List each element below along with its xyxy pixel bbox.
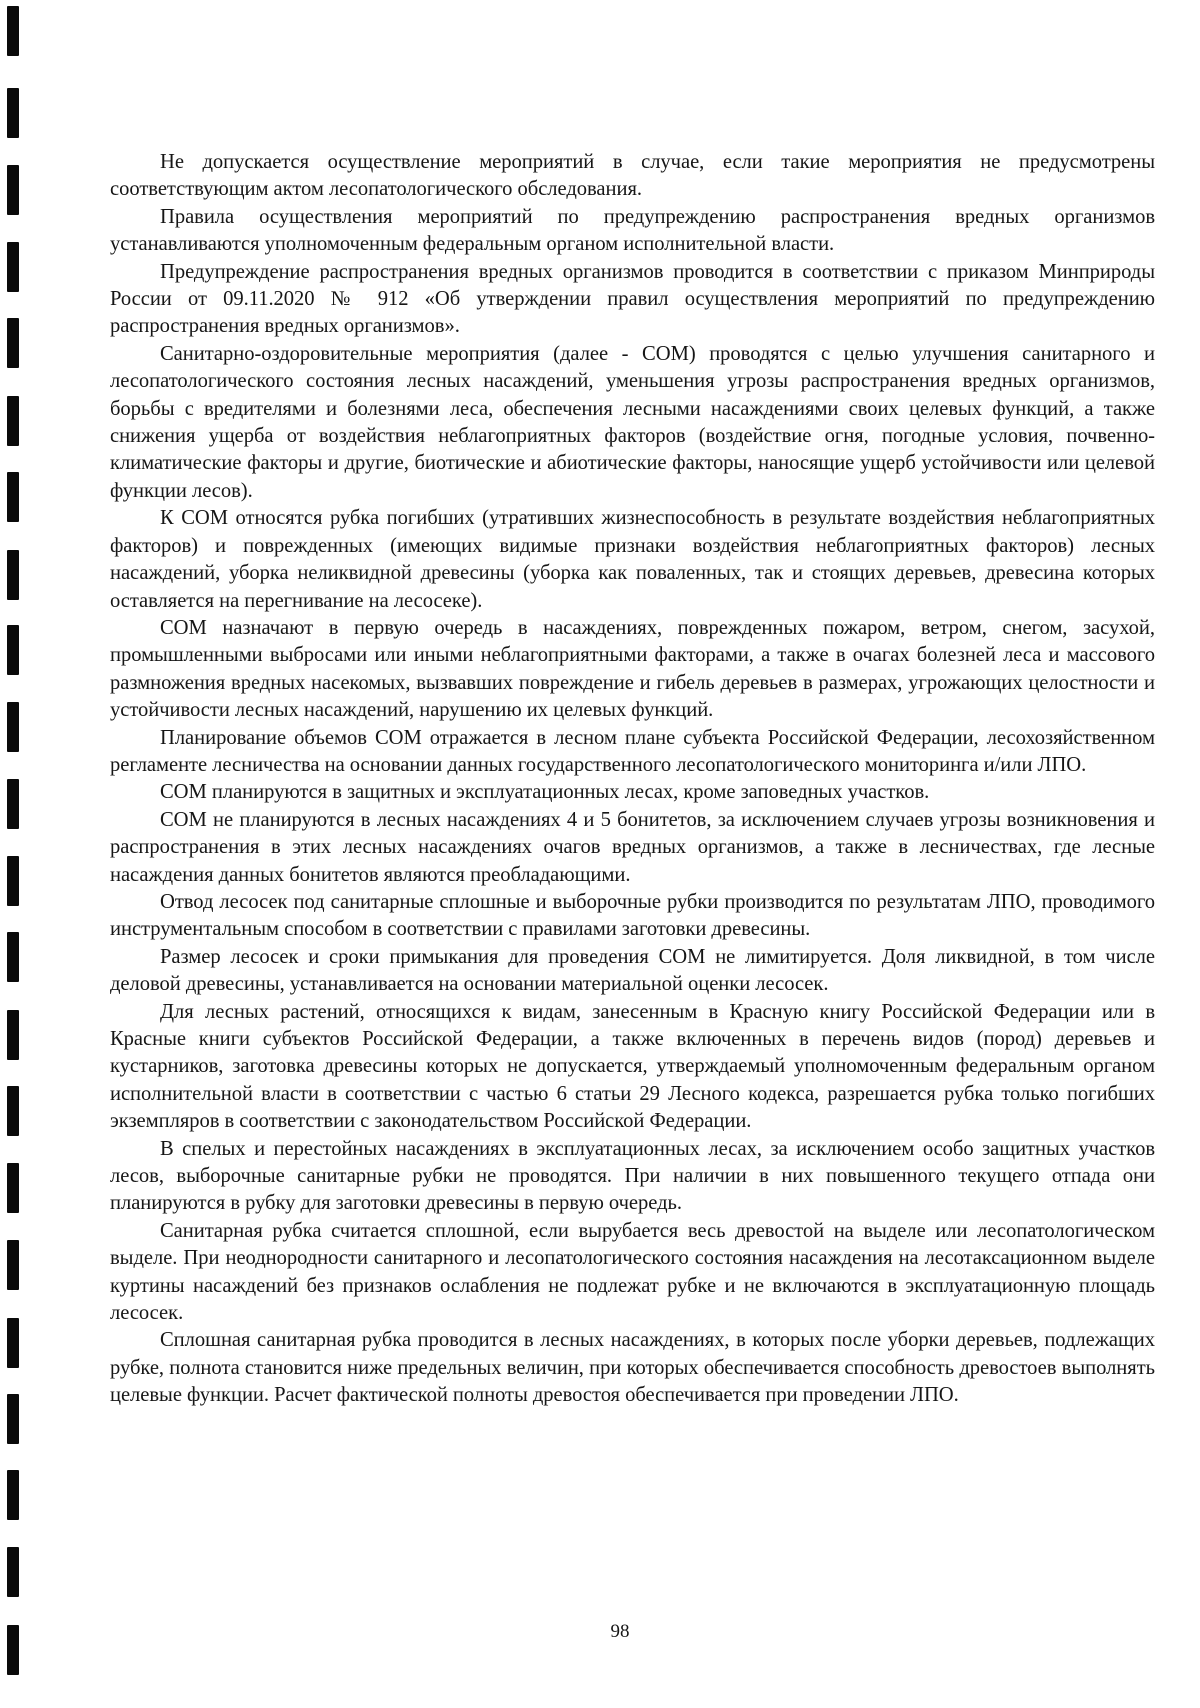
binding-mark bbox=[7, 1240, 19, 1290]
binding-mark bbox=[7, 1163, 19, 1213]
paragraph-15: Сплошная санитарная рубка проводится в лесных насаждениях, в которых после уборки деревьев, подлежащих рубке, полнота становится ниже предельных величин, при которых обеспечивается способность древостоев выполнять целевые функции. Расчет фактической полноты древостоя обеспечивается при проведении ЛПО. bbox=[110, 1329, 1155, 1407]
binding-mark bbox=[7, 88, 19, 138]
paragraph-4: Санитарно-оздоровительные мероприятия (далее - СОМ) проводятся с целью улучшения санитарного и лесопатологического состояния лесных насаждений, уменьшения угрозы распространения вредных организмов, борьбы с вредителями и болезнями леса, обеспечения лесными насаждениями своих целевых функций, а также снижения ущерба от воздействия неблагоприятных факторов (воздействие огня, погодные условия, почвенно-климатические факторы и другие, биотические и абиотические факторы, наносящие ущерб устойчивости или целевой функции лесов). bbox=[110, 342, 1155, 502]
document-body bbox=[110, 149, 1155, 1410]
binding-mark bbox=[7, 1318, 19, 1368]
paragraph-1: Не допускается осуществление мероприятий в случае, если такие мероприятия не предусмотрены соответствующим актом лесопатологического обследования. bbox=[110, 151, 1155, 201]
paragraph-6: СОМ назначают в первую очередь в насаждениях, поврежденных пожаром, ветром, снегом, засухой, промышленными выбросами или иными неблагоприятными факторами, а также в очагах болезней леса и массового размножения вредных насекомых, вызвавших повреждение и гибель деревьев в размерах, угрожающих целостности и устойчивости лесных насаждений, нарушению их целевых функций. bbox=[110, 616, 1155, 722]
binding-mark bbox=[7, 856, 19, 906]
binding-mark bbox=[7, 550, 19, 600]
binding-mark bbox=[7, 242, 19, 292]
binding-mark bbox=[7, 1010, 19, 1060]
binding-mark bbox=[7, 1547, 19, 1597]
binding-mark bbox=[7, 318, 19, 368]
paragraph-10: Отвод лесосек под санитарные сплошные и выборочные рубки производится по результатам ЛПО, проводимого инструментальным способом в соответствии с правилами заготовки древесины. bbox=[110, 890, 1155, 941]
binding-mark bbox=[7, 932, 19, 982]
binding-mark bbox=[7, 702, 19, 752]
paragraph-5: К СОМ относятся рубка погибших (утративших жизнеспособность в результате воздействия неблагоприятных факторов) и поврежденных (имеющих видимые признаки воздействия неблагоприятных факторов) лесных насаждений, уборка неликвидной древесины (уборка как поваленных, так и стоящих деревьев, древесина которых оставляется на перегнивание на лесосеке). bbox=[110, 507, 1155, 612]
paragraph-11: Размер лесосек и сроки примыкания для проведения СОМ не лимитируется. Доля ликвидной, в том числе деловой древесины, устанавливается на основании материальной оценки лесосек. bbox=[110, 945, 1155, 996]
binding-mark bbox=[7, 779, 19, 829]
binding-marks bbox=[0, 0, 40, 1708]
binding-mark bbox=[7, 396, 19, 446]
page-number: 98 bbox=[610, 1621, 630, 1642]
binding-mark bbox=[7, 6, 19, 56]
paragraph-3: Предупреждение распространения вредных организмов проводится в соответствии с приказом Минприроды России от 09.11.2020 № 912 «Об утверждении правил осуществления мероприятий по предупреждению распространения вредных организмов». bbox=[110, 260, 1155, 338]
binding-mark bbox=[7, 1470, 19, 1520]
paragraph-12: Для лесных растений, относящихся к видам, занесенным в Красную книгу Российской Федерации или в Красные книги субъектов Российской Федерации, а также включенных в перечень видов (пород) деревьев и кустарников, заготовка древесины которых не допускается, утверждаемый уполномоченным федеральным органом исполнительной власти в соответствии с частью 6 статьи 29 Лесного кодекса, разрешается рубка только погибших экземпляров в соответствии с законодательством Российской Федерации. bbox=[110, 1000, 1155, 1133]
paragraph-9: СОМ не планируются в лесных насаждениях 4 и 5 бонитетов, за исключением случаев угрозы возникновения и распространения в этих лесных насаждениях очагов вредных организмов, а также в лесничествах, где лесные насаждения данных бонитетов являются преобладающими. bbox=[110, 808, 1155, 886]
binding-mark bbox=[7, 165, 19, 215]
binding-mark bbox=[7, 472, 19, 522]
binding-mark bbox=[7, 1394, 19, 1444]
paragraph-8: СОМ планируются в защитных и эксплуатационных лесах, кроме заповедных участков. bbox=[160, 781, 930, 804]
paragraph-14: Санитарная рубка считается сплошной, если вырубается весь древостой на выделе или лесопатологическом выделе. При неоднородности санитарного и лесопатологического состояния насаждения на лесотаксационном выделе куртины насаждений без признаков ослабления не подлежат рубке и не включаются в эксплуатационную площадь лесосек. bbox=[110, 1219, 1155, 1325]
binding-mark bbox=[7, 625, 19, 675]
paragraph-7: Планирование объемов СОМ отражается в лесном плане субъекта Российской Федерации, лесохозяйственном регламенте лесничества на основании данных государственного лесопатологического мониторинга и/или ЛПО. bbox=[110, 726, 1155, 776]
binding-mark bbox=[7, 1086, 19, 1136]
paragraph-13: В спелых и перестойных насаждениях в эксплуатационных лесах, за исключением особо защитных участков лесов, выборочные санитарные рубки не проводятся. При наличии в них повышенного текущего отпада они планируются в рубку для заготовки древесины в первую очередь. bbox=[110, 1137, 1155, 1215]
paragraph-2: Правила осуществления мероприятий по предупреждению распространения вредных организмов устанавливаются уполномоченным федеральным органом исполнительной власти. bbox=[110, 205, 1155, 256]
